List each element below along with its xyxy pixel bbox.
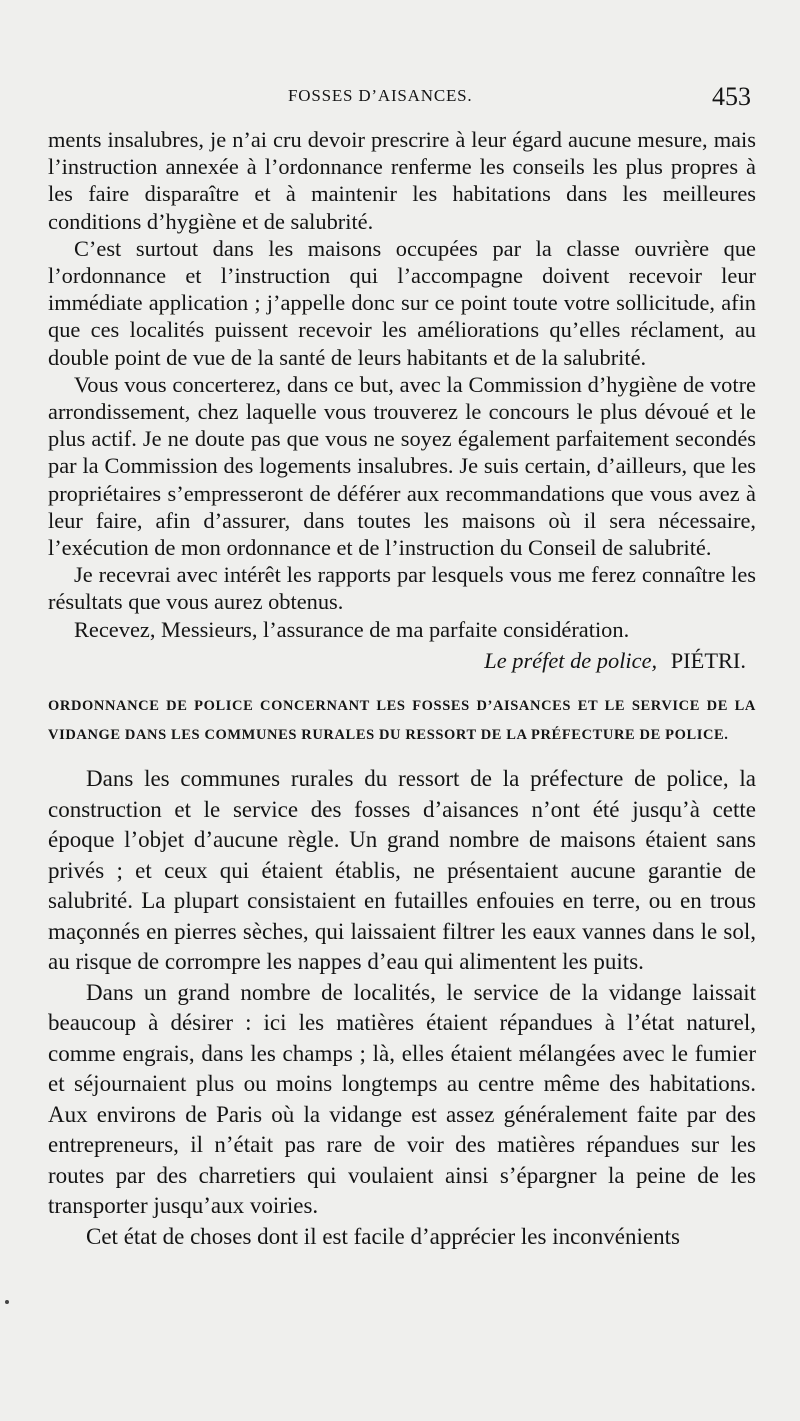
ink-speck xyxy=(5,1300,9,1304)
page-number: 453 xyxy=(712,82,751,111)
signature-line xyxy=(48,647,756,674)
paragraph: C’est surtout dans les maisons occupées par la classe ouvrière que l’ordonnance et l’instruction qui l’accompagne doivent recevoir leur immédiate application ; j’appelle donc sur ce point toute votre sollicitude, afin que ces localités puissent recevoir les améliorations qu’elles réclament, au double point de vue de la santé de leurs habitants et de la salubrité. xyxy=(48,235,756,370)
closing-salutation: Recevez, Messieurs, l’assurance de ma parfaite considération. xyxy=(74,616,630,642)
paragraph: Cet état de choses dont il est facile d’apprécier les inconvénients xyxy=(86,1223,680,1249)
paragraph: Dans les communes rurales du ressort de la préfecture de police, la construction et le service des fosses d’aisances n’ont été jusqu’à cette époque l’objet d’aucune règle. Un grand nombre de maisons étaient sans privés ; et ceux qui étaient établis, ne présentaient aucune garantie de salubrité. La plupart consistaient en futailles enfouies en terre, ou en trous maçonnés en pierres sèches, qui laissaient filtrer les eaux vannes dans le sol, au risque de corrompre les nappes d’eau qui alimentent les puits. xyxy=(48,766,756,975)
section-body xyxy=(48,764,756,1252)
section-heading: ORDONNANCE DE POLICE CONCERNANT LES FOSSES D’AISANCES ET LE SERVICE DE LA VIDANGE DANS LES COMMUNES RURALES DU RESSORT DE LA PRÉFECTURE DE POLICE. xyxy=(48,698,756,744)
page-body xyxy=(48,126,756,1252)
paragraph: Dans un grand nombre de localités, le service de la vidange laissait beaucoup à désirer : ici les matières étaient répandues à l’état naturel, comme engrais, dans les champs ; là, elles étaient mélangées avec le fumier et séjournaient plus ou moins longtemps au centre même des habitations. Aux environs de Paris où la vidange est assez généralement faite par des entrepreneurs, il n’était pas rare de voir des matières répandues sur les routes par des charretiers qui voulaient ainsi s’épargner la peine de les transporter jusqu’aux voiries. xyxy=(48,979,756,1219)
page-header xyxy=(0,82,800,116)
signature-title: Le préfet de police, xyxy=(484,647,658,673)
paragraph: Je recevrai avec intérêt les rapports par lesquels vous me ferez connaître les résultats que vous aurez obtenus. xyxy=(48,562,756,615)
running-head: FOSSES D’AISANCES. xyxy=(288,86,473,105)
paragraph-continued: ments insalubres, je n’ai cru devoir prescrire à leur égard aucune mesure, mais l’instruction annexée à l’ordonnance renferme les conseils les plus propres à les faire disparaître et à maintenir les habitations dans les meilleures conditions d’hygiène et de salubrité. xyxy=(48,127,756,234)
signature-name: PIÉTRI. xyxy=(670,647,746,673)
paragraph: Vous vous concerterez, dans ce but, avec la Commission d’hygiène de votre arrondissement, chez laquelle vous trouverez le concours le plus dévoué et le plus actif. Je ne doute pas que vous ne soyez également parfaitement secondés par la Commission des logements insalubres. Je suis certain, d’ailleurs, que les propriétaires s’empresseront de déférer aux recommandations que vous avez à leur faire, afin d’assurer, dans toutes les maisons où il sera nécessaire, l’exécution de mon ordonnance et de l’instruction du Conseil de salubrité. xyxy=(48,371,756,561)
